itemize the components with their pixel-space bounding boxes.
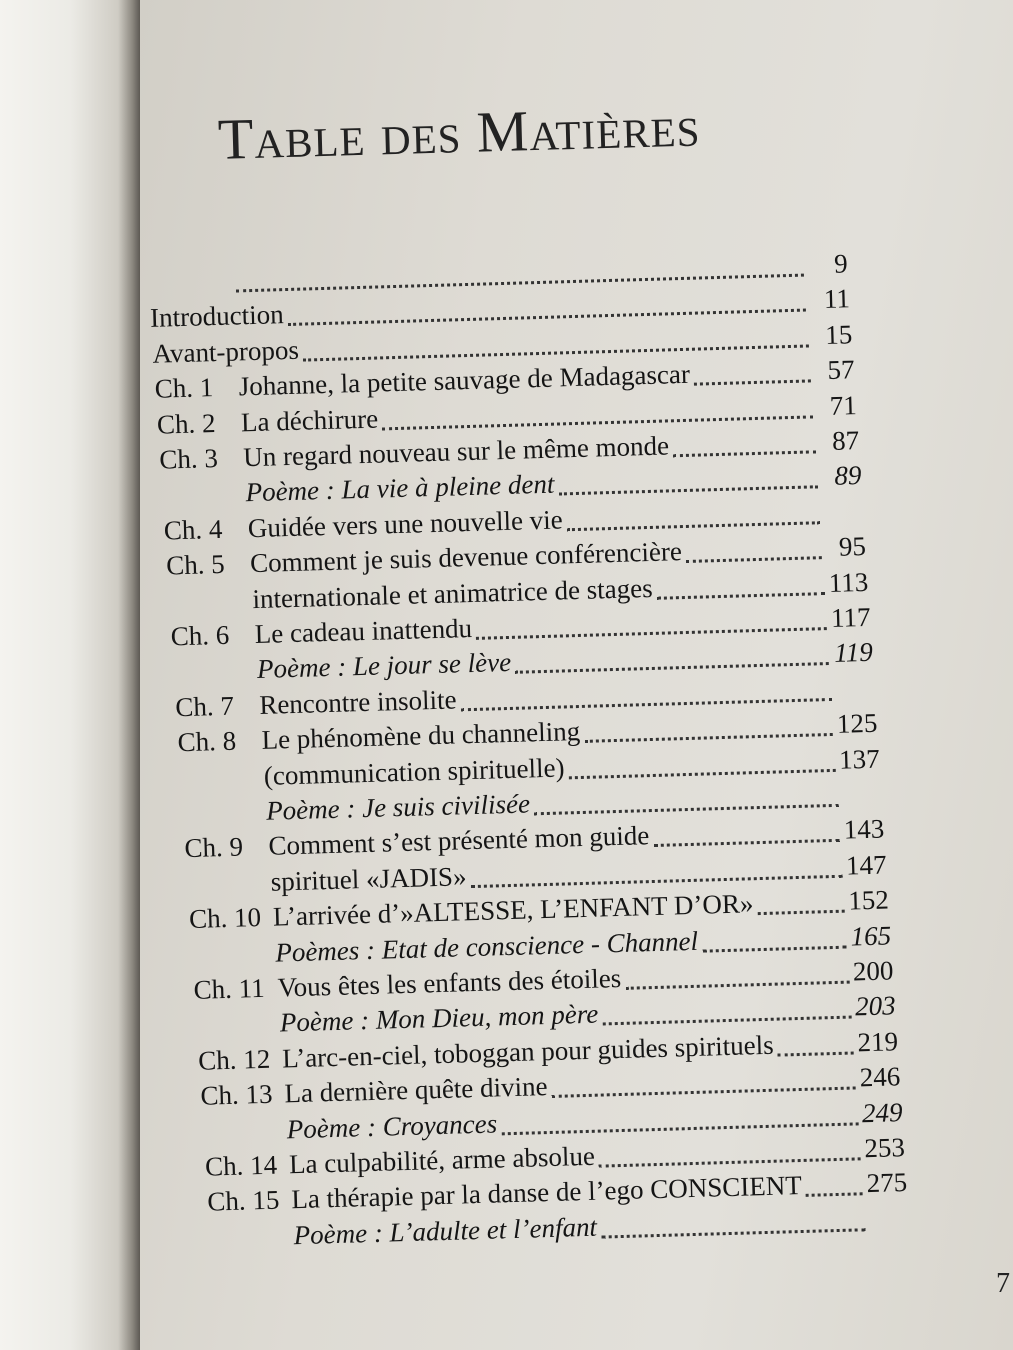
poem-title: Poème : La vie à pleine dent xyxy=(245,469,555,508)
dot-leader xyxy=(552,1087,856,1098)
dot-leader xyxy=(501,1122,858,1135)
poem-title: Poème : Mon Dieu, mon père xyxy=(279,998,599,1038)
chapter-label xyxy=(173,678,257,680)
chapter-label: Ch. 14 xyxy=(204,1149,278,1182)
dot-leader xyxy=(601,1228,866,1238)
chapter-label: Ch. 4 xyxy=(163,513,223,546)
dot-leader xyxy=(584,733,833,743)
dot-leader xyxy=(476,627,827,640)
chapter-label: Ch. 2 xyxy=(156,407,216,440)
chapter-title: Le phénomène du channeling xyxy=(261,716,581,756)
page-ref xyxy=(824,520,864,521)
chapter-label xyxy=(187,890,271,892)
page-ref: 200 xyxy=(852,955,894,987)
chapter-label: Ch. 9 xyxy=(184,831,244,864)
chapter-label: Ch. 12 xyxy=(197,1043,271,1076)
page-ref: 113 xyxy=(828,566,869,598)
page-ref: 117 xyxy=(830,601,871,633)
chapter-title: Rencontre insolite xyxy=(258,684,457,720)
dot-leader xyxy=(625,981,849,990)
poem-title: Poème : L’adulte et l’enfant xyxy=(293,1211,598,1250)
book-page xyxy=(140,0,1013,1350)
chapter-title: Le cadeau inattendu xyxy=(254,612,473,650)
page-ref: 253 xyxy=(863,1132,906,1164)
chapter-label xyxy=(210,1244,294,1246)
page-ref xyxy=(835,697,875,698)
dot-leader xyxy=(694,380,811,386)
chapter-label xyxy=(203,1138,287,1140)
dot-leader xyxy=(559,486,818,496)
chapter-title: Vous êtes les enfants des étoiles xyxy=(277,962,622,1003)
page-ref: 143 xyxy=(843,813,885,846)
dot-leader xyxy=(657,592,825,600)
page-ref xyxy=(870,1227,910,1228)
page-ref: 203 xyxy=(854,990,897,1022)
chapter-title: La dernière quête divine xyxy=(284,1071,548,1109)
page-ref xyxy=(842,803,882,804)
page-ref: 219 xyxy=(857,1026,899,1058)
dot-leader xyxy=(471,875,843,888)
page-ref: 9 xyxy=(833,248,849,279)
page-number: 7 xyxy=(996,1268,1010,1299)
poem-title: Poème : Croyances xyxy=(286,1108,498,1144)
chapter-label: Ch. 10 xyxy=(188,902,262,935)
poem-title: Poème : Le jour se lève xyxy=(256,647,512,685)
dot-leader xyxy=(758,910,845,915)
dot-leader xyxy=(686,556,822,563)
dot-leader xyxy=(599,1157,861,1167)
page-ref: 137 xyxy=(838,743,881,775)
chapter-label: Ch. 8 xyxy=(177,725,237,758)
chapter-label: Ch. 3 xyxy=(158,443,219,475)
page-ref: 152 xyxy=(847,884,890,916)
page-ref: 87 xyxy=(831,425,860,456)
page-ref: 147 xyxy=(845,849,887,881)
book-binding xyxy=(0,0,140,1350)
chapter-label xyxy=(182,820,266,822)
chapter-label: Ch. 1 xyxy=(154,372,214,404)
chapter-title: Comment je suis devenue conférencière xyxy=(249,536,683,579)
chapter-title: Un regard nouveau sur le même monde xyxy=(242,430,670,473)
dot-leader xyxy=(569,768,836,778)
chapter-label xyxy=(196,1032,280,1034)
dot-leader xyxy=(778,1051,854,1056)
page-ref: 275 xyxy=(866,1167,908,1199)
chapter-label: Ch. 15 xyxy=(206,1184,280,1217)
dot-leader xyxy=(567,521,820,531)
dot-leader xyxy=(702,945,847,952)
chapter-title: (communication spirituelle) xyxy=(263,752,565,791)
chapter-label xyxy=(192,961,276,963)
chapter-label: Ch. 13 xyxy=(200,1078,273,1111)
dot-leader xyxy=(602,1016,851,1026)
page-ref: 71 xyxy=(829,389,858,421)
chapter-label: Ch. 11 xyxy=(193,972,266,1005)
toc-content xyxy=(140,0,1013,1349)
page-ref: 165 xyxy=(850,919,892,952)
page-title: Table des Matières xyxy=(217,93,702,172)
page-ref: 15 xyxy=(824,319,853,350)
dot-leader xyxy=(673,450,815,457)
chapter-label xyxy=(169,608,253,610)
chapter-label: Ch. 5 xyxy=(165,549,226,581)
chapter-label xyxy=(180,784,264,786)
page-ref: 119 xyxy=(833,637,874,669)
chapter-label: Avant-propos xyxy=(152,334,300,369)
poem-title: Poème : Je suis civilisée xyxy=(265,788,531,826)
poem-title: Poèmes : Etat de conscience - Channel xyxy=(274,925,699,968)
page-ref: 57 xyxy=(827,354,855,386)
chapter-title: La déchirure xyxy=(240,403,379,437)
chapter-title: L’arrivée d’»ALTESSE, L’ENFANT D’OR» xyxy=(272,888,754,932)
page-ref: 11 xyxy=(823,283,851,315)
chapter-title: L’arc-en-ciel, toboggan pour guides spirituels xyxy=(281,1029,775,1074)
chapter-title: La thérapie par la danse de l’ego CONSCIENT xyxy=(290,1170,803,1215)
chapter-title: La culpabilité, arme absolue xyxy=(288,1140,596,1180)
chapter-title: spirituel «JADIS» xyxy=(270,861,467,897)
dot-leader xyxy=(461,698,832,711)
chapter-title: Johanne, la petite sauvage de Madagascar xyxy=(238,358,691,402)
chapter-title: Comment s’est présenté mon guide xyxy=(268,820,650,862)
chapter-label xyxy=(162,502,246,504)
dot-leader xyxy=(534,804,838,815)
page-ref: 125 xyxy=(836,707,878,740)
dot-leader xyxy=(654,839,841,847)
chapter-title: internationale et animatrice de stages xyxy=(252,572,654,614)
chapter-label xyxy=(148,290,232,292)
dot-leader xyxy=(806,1193,863,1198)
page-ref: 246 xyxy=(859,1061,901,1093)
chapter-title: Guidée vers une nouvelle vie xyxy=(247,504,564,543)
page-ref: 249 xyxy=(861,1096,903,1128)
chapter-label: Ch. 6 xyxy=(170,619,230,652)
page-ref: 89 xyxy=(833,460,862,492)
dot-leader xyxy=(515,662,829,674)
chapter-label: Introduction xyxy=(149,299,285,334)
page-ref: 95 xyxy=(838,531,867,562)
chapter-label: Ch. 7 xyxy=(174,690,235,723)
